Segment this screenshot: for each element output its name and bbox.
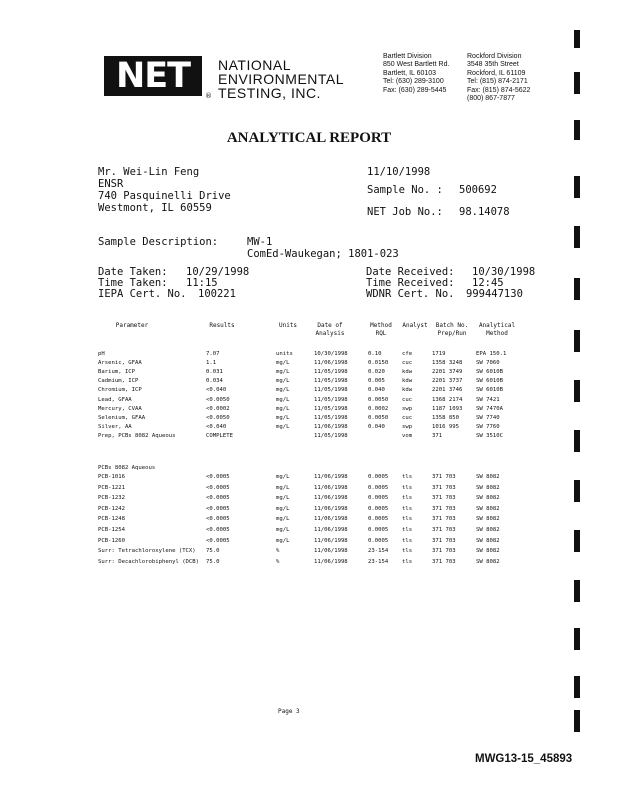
cell-method: SW 8082 (476, 495, 500, 502)
cell-date: 11/05/1998 (314, 396, 348, 403)
cell-result: <0.040 (206, 423, 227, 430)
cell-units: mg/L (276, 484, 290, 491)
cell-units: mg/L (276, 505, 290, 512)
cell-date: 11/06/1998 (314, 505, 348, 512)
wdnr-label: WDNR Cert. No. (366, 288, 455, 300)
cell-method: SW 7421 (476, 396, 500, 403)
cell-rql: 0.0005 (368, 495, 389, 502)
col-header-results (197, 322, 247, 330)
cell-batch: 2201 3746 (432, 387, 463, 394)
cell-date: 11/05/1998 (314, 387, 348, 394)
cell-result: 1.1 (206, 360, 217, 367)
cell-date: 11/05/1998 (314, 378, 348, 385)
cell-method: SW 8082 (476, 527, 500, 533)
registered-mark: ® (205, 92, 212, 100)
cell-method: SW 8082 (476, 516, 500, 523)
company-name (218, 58, 344, 100)
cell-parameter: Surr: Decachlorobiphenyl (DCB) (98, 558, 200, 565)
bartlett-line: Fax: (630) 289-5445 (383, 86, 447, 94)
rockford-line: Rockford, IL 61109 (467, 69, 526, 77)
bartlett-line: Tel: (630) 289-3100 (383, 78, 444, 86)
header-line: Units (278, 322, 298, 329)
cell-parameter: Mercury, CVAA (98, 405, 142, 412)
client-line: Mr. Wei-Lin Feng (98, 166, 200, 178)
client-line: 740 Pasquinelli Drive (98, 190, 231, 202)
col-header-analyst (398, 322, 432, 330)
cell-rql: 0.020 (368, 369, 385, 376)
cell-parameter: Barium, ICP (98, 369, 136, 376)
rockford-line: Tel: (815) 874-2171 (467, 78, 528, 86)
cell-result: 0.031 (206, 369, 223, 376)
cell-analyst: tls (402, 495, 413, 502)
cell-analyst: tls (402, 505, 413, 512)
cell-rql: 0.0005 (368, 505, 389, 512)
cell-parameter: Selenium, GFAA (98, 414, 146, 421)
time-received: 12:45 (472, 277, 504, 289)
cell-rql: 0.0050 (368, 414, 389, 421)
cell-date: 11/06/1998 (314, 474, 348, 480)
iepa-label: IEPA Cert. No. (98, 288, 187, 300)
cell-result: <0.040 (206, 387, 227, 394)
cell-batch: 2201 3737 (432, 378, 463, 385)
cell-analyst: tls (402, 516, 413, 523)
cell-method: SW 3510C (476, 432, 503, 439)
cell-batch: 371 (432, 432, 443, 439)
cell-units: mg/L (276, 474, 290, 480)
cell-method: SW 8082 (476, 558, 500, 565)
cell-method: EPA 150.1 (476, 351, 507, 357)
cell-rql: 0.005 (368, 378, 385, 385)
cell-parameter: PCB-1232 (98, 495, 125, 502)
cell-parameter: PCB-1260 (98, 537, 125, 544)
cell-units: mg/L (276, 369, 290, 376)
header-line: Analyst (402, 322, 428, 329)
cell-analyst: tls (402, 484, 413, 491)
cell-units: units (276, 351, 293, 357)
cell-parameter: PCB-1242 (98, 505, 125, 512)
cell-analyst: swp (402, 405, 413, 412)
cell-parameter: Silver, AA (98, 423, 132, 430)
rockford-line: 3548 35th Street (467, 61, 519, 69)
cell-batch: 1358 3248 (432, 360, 463, 367)
cell-analyst: cuc (402, 396, 413, 403)
job-no: 98.14078 (459, 206, 510, 218)
scan-mark (574, 480, 580, 502)
cell-units: mg/L (276, 423, 290, 430)
cell-date: 11/05/1998 (314, 432, 348, 439)
cell-analyst: kdw (402, 378, 413, 385)
header-line: Analytical (478, 322, 516, 329)
cell-rql: 23-154 (368, 548, 389, 555)
cell-analyst: cfe (402, 351, 413, 357)
cell-batch: 2201 3749 (432, 369, 463, 376)
scan-mark (574, 226, 580, 248)
scan-mark (574, 530, 580, 552)
cell-date: 11/06/1998 (314, 484, 348, 491)
cell-analyst: cuc (402, 360, 413, 367)
scan-mark (574, 710, 580, 732)
cell-batch: 371 703 (432, 548, 456, 555)
cell-rql: 0.040 (368, 423, 385, 430)
iepa-cert: 100221 (198, 288, 236, 300)
sample-no-label: Sample No. : (367, 184, 443, 196)
scan-mark (574, 430, 580, 452)
cell-result: COMPLETE (206, 432, 233, 439)
header-line: Results (209, 322, 235, 329)
cell-method: SW 7470A (476, 405, 503, 412)
client-address (98, 166, 231, 214)
cell-rql: 0.0005 (368, 484, 389, 491)
cell-analyst: tls (402, 548, 413, 555)
scan-mark (574, 628, 580, 650)
cell-analyst: tls (402, 558, 413, 565)
scan-mark (574, 176, 580, 198)
cell-batch: 1368 2174 (432, 396, 463, 403)
cell-units: mg/L (276, 378, 290, 385)
wdnr-cert: 999447130 (466, 288, 523, 300)
cell-parameter: PCB-1254 (98, 527, 125, 533)
cell-units: mg/L (276, 414, 290, 421)
cell-result: <0.0005 (206, 505, 230, 512)
cell-analyst: kdw (402, 369, 413, 376)
cell-units: mg/L (276, 387, 290, 394)
cell-result: <0.0050 (206, 396, 230, 403)
cell-parameter: PCB-1221 (98, 484, 125, 491)
cell-date: 11/05/1998 (314, 369, 348, 376)
cell-analyst: vom (402, 432, 413, 439)
cell-parameter: PCB-1016 (98, 474, 125, 480)
cell-result: 0.034 (206, 378, 223, 385)
scan-mark (574, 380, 580, 402)
header-line: Analysis (315, 329, 345, 337)
sample-description-label: Sample Description: (98, 236, 219, 248)
cell-date: 11/06/1998 (314, 423, 348, 430)
date-taken: 10/29/1998 (186, 266, 250, 278)
date-taken-label: Date Taken: (98, 266, 168, 278)
cell-rql: 0.0005 (368, 474, 389, 480)
time-received-label: Time Received: (366, 277, 455, 289)
cell-batch: 1719 (432, 351, 446, 357)
cell-analyst: cuc (402, 414, 413, 421)
cell-rql: 0.0002 (368, 405, 389, 412)
cell-date: 11/05/1998 (314, 414, 348, 421)
cell-method: SW 8082 (476, 484, 500, 491)
time-taken-label: Time Taken: (98, 277, 168, 289)
cell-units: mg/L (276, 527, 290, 533)
rockford-division (467, 53, 530, 103)
cell-result: <0.0002 (206, 405, 230, 412)
col-header-analytical-method (472, 322, 522, 337)
cell-result: <0.0005 (206, 527, 230, 533)
bartlett-line: Bartlett Division (383, 53, 432, 60)
client-line: ENSR (98, 178, 124, 190)
client-line: Westmont, IL 60559 (98, 202, 212, 214)
cell-method: SW 6010B (476, 387, 503, 394)
col-header-method-rql (366, 322, 396, 337)
cell-batch: 371 703 (432, 558, 456, 565)
cell-date: 11/06/1998 (314, 516, 348, 523)
cell-units: mg/L (276, 360, 290, 367)
cell-analyst: tls (402, 527, 413, 533)
cell-method: SW 7760 (476, 423, 500, 430)
col-header-date (308, 322, 352, 337)
cell-parameter: Cadmium, ICP (98, 378, 139, 385)
cell-result: 75.0 (206, 548, 220, 555)
cell-date: 11/06/1998 (314, 548, 348, 555)
scan-mark (574, 120, 580, 140)
sample-description-line: MW-1 (247, 236, 273, 248)
cell-result: 75.0 (206, 558, 220, 565)
time-taken: 11:15 (186, 277, 218, 289)
cell-analyst: tls (402, 474, 413, 480)
cell-result: <0.0005 (206, 495, 230, 502)
cell-rql: 23-154 (368, 558, 389, 565)
cell-rql: 0.0050 (368, 396, 389, 403)
col-header-batch (430, 322, 474, 337)
cell-date: 11/06/1998 (314, 527, 348, 533)
cell-result: <0.0005 (206, 484, 230, 491)
cell-analyst: tls (402, 537, 413, 544)
header-line: Method (486, 329, 508, 337)
cell-method: SW 7060 (476, 360, 500, 367)
cell-date: 11/05/1998 (314, 405, 348, 412)
cell-method: SW 8082 (476, 548, 500, 555)
document-id: MWG13-15_45893 (475, 753, 573, 765)
cell-parameter: pH (98, 351, 105, 357)
cell-analyst: swp (402, 423, 413, 430)
cell-parameter: Prep, PCBs 8082 Aqueous (98, 432, 176, 439)
cell-parameter: Chromium, ICP (98, 387, 142, 394)
cell-units: mg/L (276, 396, 290, 403)
bartlett-line: 850 West Bartlett Rd. (383, 61, 450, 69)
cell-units: mg/L (276, 495, 290, 502)
job-no-label: NET Job No.: (367, 206, 443, 218)
bartlett-line: Bartlett, IL 60103 (383, 69, 437, 77)
scan-mark (574, 580, 580, 602)
cell-date: 11/06/1998 (314, 537, 348, 544)
cell-batch: 371 703 (432, 474, 456, 480)
cell-method: SW 8082 (476, 537, 500, 544)
cell-method: SW 6010B (476, 369, 503, 376)
cell-date: 11/06/1998 (314, 360, 348, 367)
cell-result: <0.0005 (206, 537, 230, 544)
cell-batch: 1358 850 (432, 414, 459, 421)
cell-units: mg/L (276, 405, 290, 412)
cell-method: SW 7740 (476, 414, 500, 421)
cell-batch: 371 703 (432, 527, 456, 533)
cell-rql: 0.0005 (368, 527, 389, 533)
header-line: Method (370, 322, 392, 329)
header-line: Parameter (115, 322, 149, 329)
cell-rql: 0.0005 (368, 537, 389, 544)
cell-result: <0.0050 (206, 414, 230, 421)
cell-units: mg/L (276, 516, 290, 523)
cell-rql: 0.0005 (368, 516, 389, 523)
date-received-label: Date Received: (366, 266, 455, 278)
header-line: RQL (375, 329, 387, 337)
company-line: ENVIRONMENTAL (218, 71, 345, 87)
scan-mark (574, 30, 580, 48)
header-line: Prep/Run (437, 329, 467, 337)
scan-mark (574, 278, 580, 300)
cell-batch: 371 703 (432, 505, 456, 512)
cell-parameter: Lead, GFAA (98, 396, 132, 403)
header-line: Date of (317, 322, 343, 329)
page-number: Page 3 (278, 708, 300, 715)
cell-units: % (276, 558, 280, 565)
cell-analyst: kdw (402, 387, 413, 394)
cell-parameter: Arsenic, GFAA (98, 360, 142, 367)
header-line: Batch No. (435, 322, 469, 329)
rockford-line: (800) 867-7877 (467, 95, 515, 103)
net-logo: NET (104, 56, 202, 96)
cell-batch: 1016 995 (432, 423, 459, 430)
cell-method: SW 6010B (476, 378, 503, 385)
cell-date: 10/30/1998 (314, 351, 348, 357)
scan-mark (574, 330, 580, 352)
cell-result: <0.0005 (206, 474, 230, 480)
cell-result: 7.07 (206, 351, 220, 357)
sample-description (247, 236, 399, 260)
cell-rql: 0.0150 (368, 360, 389, 367)
cell-method: SW 8082 (476, 474, 500, 480)
col-header-parameter (105, 322, 159, 330)
cell-date: 11/06/1998 (314, 495, 348, 502)
pcb-section-heading: PCBs 8082 Aqueous (98, 465, 156, 471)
cell-result: <0.0005 (206, 516, 230, 523)
rockford-line: Rockford Division (467, 53, 522, 60)
scan-mark (574, 676, 580, 698)
cell-rql: 0.10 (368, 351, 382, 357)
scan-mark (574, 72, 580, 94)
bartlett-division (383, 53, 449, 95)
cell-units: mg/L (276, 537, 290, 544)
cell-units: % (276, 548, 280, 555)
cell-batch: 1187 1093 (432, 405, 463, 412)
cell-method: SW 8082 (476, 505, 500, 512)
cell-batch: 371 703 (432, 516, 456, 523)
cell-parameter: Surr: Tetrachloroxylene (TCX) (98, 548, 196, 555)
cell-batch: 371 703 (432, 537, 456, 544)
cell-batch: 371 703 (432, 495, 456, 502)
col-header-units (270, 322, 306, 330)
report-date: 11/10/1998 (367, 166, 431, 178)
cell-rql: 0.040 (368, 387, 385, 394)
cell-batch: 371 703 (432, 484, 456, 491)
company-line: TESTING, INC. (218, 85, 321, 101)
sample-no: 500692 (459, 184, 497, 196)
report-title: ANALYTICAL REPORT (226, 130, 392, 146)
company-line: NATIONAL (218, 57, 291, 73)
cell-parameter: PCB-1248 (98, 516, 125, 523)
cell-date: 11/06/1998 (314, 558, 348, 565)
sample-description-line: ComEd-Waukegan; 1801-023 (247, 248, 399, 260)
date-received: 10/30/1998 (472, 266, 536, 278)
rockford-line: Fax: (815) 874-5622 (467, 86, 531, 94)
